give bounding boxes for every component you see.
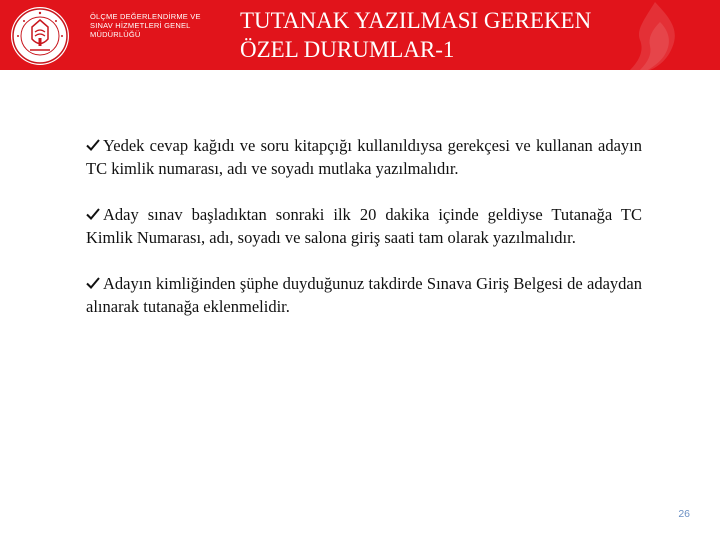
check-icon <box>86 138 100 152</box>
title-line-2: ÖZEL DURUMLAR-1 <box>240 37 455 62</box>
bullet-item-3 <box>86 272 642 318</box>
title-line-1: TUTANAK YAZILMASI GEREKEN <box>240 8 592 33</box>
org-line-3: MÜDÜRLÜĞÜ <box>90 30 141 39</box>
ministry-emblem-icon <box>10 6 70 66</box>
slide-title <box>240 6 620 64</box>
organization-name <box>90 12 230 39</box>
bullet-text-3: Adayın kimliğinden şüphe duyduğunuz takdirde Sınava Giriş Belgesi de adaydan alınarak tutanağa eklenmelidir. <box>86 274 642 316</box>
page-number: 26 <box>678 508 690 520</box>
bullet-text-2: Aday sınav başladıktan sonraki ilk 20 dakika içinde geldiyse Tutanağa TC Kimlik Numarası, adı, soyadı ve salona giriş saati tam olarak yazılmalıdır. <box>86 205 642 247</box>
flame-icon <box>600 0 710 70</box>
org-line-1: ÖLÇME DEĞERLENDİRME VE <box>90 12 201 21</box>
check-icon <box>86 207 100 221</box>
header-bar <box>0 0 720 70</box>
bullet-item-1 <box>86 134 642 180</box>
check-icon <box>86 276 100 290</box>
bullet-list <box>86 134 642 341</box>
org-line-2: SINAV HİZMETLERİ GENEL <box>90 21 191 30</box>
bullet-item-2 <box>86 203 642 249</box>
bullet-text-1: Yedek cevap kağıdı ve soru kitapçığı kullanıldıysa gerekçesi ve kullanan adayın TC kimlik numarası, adı ve soyadı mutlaka yazılmalıdır. <box>86 136 642 178</box>
